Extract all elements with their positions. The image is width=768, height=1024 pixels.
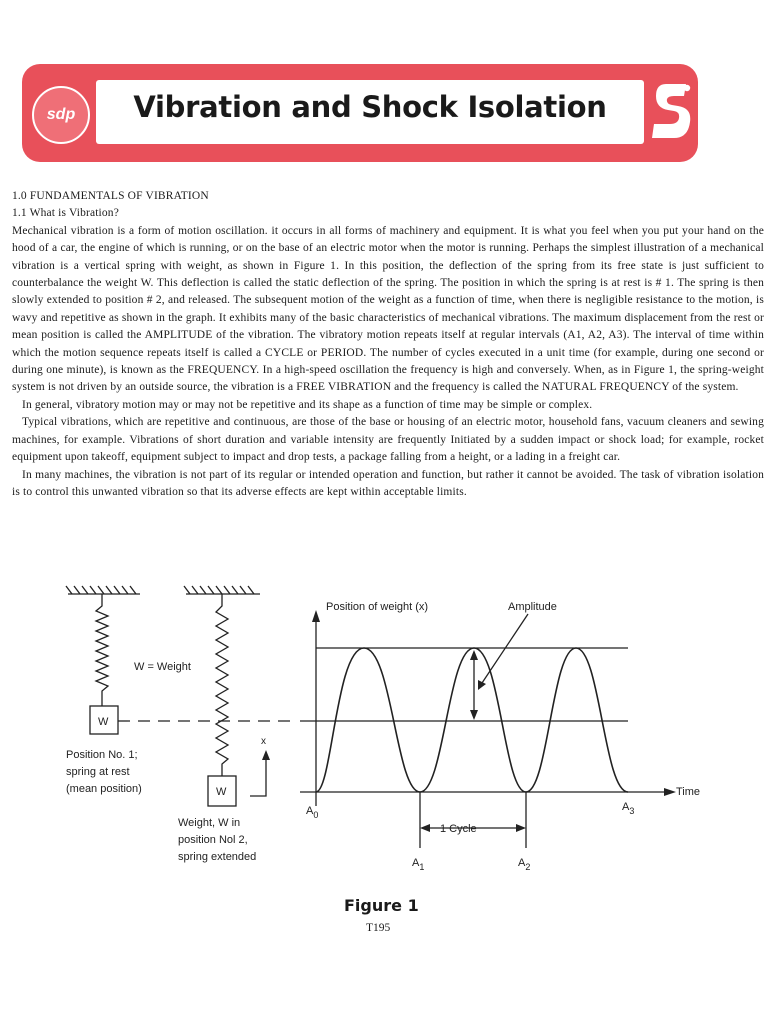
pos2-line-3: spring extended [178,851,257,863]
amplitude-label: Amplitude [508,601,557,613]
s-brand-logo [652,78,692,148]
document-body [12,188,764,501]
pos1-line-2: spring at rest [66,766,130,778]
weight-symbol-left: W [98,716,109,728]
amplitude-leader [480,614,528,686]
paragraph-2: In general, vibratory motion may or may not be repetitive and its shape as a function of time may be simple or complex. [22,398,593,411]
header-banner [22,64,698,162]
paragraph-3: Typical vibrations, which are repetitive and continuous, are those of the base or housing of an electric motor, household fans, vacuum cleaners and sewing machines, for example. Vibrations of short duration and variable intensity are frequently Initiated by a sudden impact or shock load; for example, rocket equipment upon takeoff, equipment subject to impact and drop tests, a package falling from a height, or a lading in a freight car. [12,416,764,464]
a2-label: $A_2$ [518,857,531,872]
figure-1-diagram [60,576,740,896]
spring-right [216,594,228,776]
x-arrow [250,754,266,796]
spring-left [96,594,108,706]
a3-label: $A_3$ [622,801,635,816]
paragraph-4: In many machines, the vibration is not part of its regular or intended operation and function, but rather it cannot be avoided. The task of vibration isolation is to control this unwanted vibration so that its adverse effects are kept within acceptable limits. [12,468,764,498]
a1-label: $A_1$ [412,857,425,872]
cycle-label: 1 Cycle [440,823,477,835]
weight-symbol-right: W [216,786,227,798]
a0-label: $A_0$ [306,805,319,820]
x-marker-label: x [261,736,266,747]
figure-caption: Figure 1 [344,896,419,915]
weight-legend-label: W = Weight [134,661,191,673]
pos2-line-1: Weight, W in [178,817,241,829]
pos2-line-2: position Nol 2, [178,834,248,846]
section-subheading: 1.1 What is Vibration? [12,207,119,220]
vibration-curve [316,648,628,792]
pos1-line-3: (mean position) [66,783,142,795]
y-axis-label: Position of weight (x) [326,601,429,613]
pos1-line-1: Position No. 1; [66,749,138,761]
sdp-logo: sdp [32,86,90,144]
time-label: Time [676,786,701,798]
paragraph-1: Mechanical vibration is a form of motion oscillation. it occurs in all forms of machinery and equipment. It is what you feel when you put your hand on the hood of a car, the engine of which is running, or on the base of an electric motor when the motor is running. Perhaps the simplest illustration of a mechanical vibration is a vertical spring with weight, as shown in Figure 1. In this position, the deflection of the spring from its free state is just sufficient to counterbalance the weight W. This deflection is called the static deflection of the spring. The position in which the spring is at rest is # 1. The spring is then slowly extended to position # 2, and released. The subsequent motion of the weight as a function of time, when there is negligible resistance to the motion, is wavy and repetitive as shown in the graph. It exhibits many of the basic characteristics of mechanical vibrations. The maximum displacement from the rest or mean position is called the AMPLITUDE of the vibration. The vibratory motion repeats itself at regular intervals (A1, A2, A3). The interval of time within which the motion sequence repeats itself is called a CYCLE or PERIOD. The number of cycles executed in a unit time (for example, during one second or during one minute), is known as the FREQUENCY. In a high-speed oscillation the frequency is high and conversely. When, as in Figure 1, the spring-weight system is not driven by an outside source, the vibration is a FREE VIBRATION and the frequency is called the NATURAL FREQUENCY of the system. [12,224,764,394]
section-heading: 1.0 FUNDAMENTALS OF VIBRATION [12,190,209,202]
document-code: T195 [366,922,391,934]
page-title: Vibration and Shock Isolation [133,90,607,124]
